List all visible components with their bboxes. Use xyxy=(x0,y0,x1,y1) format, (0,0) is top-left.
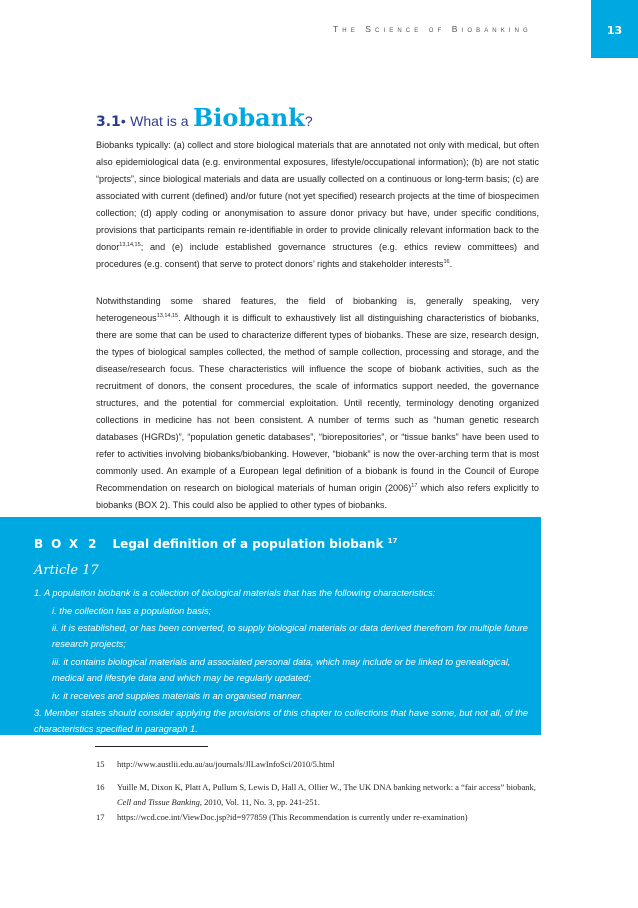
citation-superscript: 16 xyxy=(443,258,450,265)
footnote-number: 17 xyxy=(96,812,105,822)
section-heading-question-mark: ? xyxy=(304,113,313,129)
para1-text-b: ; and (e) include established governance structures (e.g. ethics review committees) and procedures (e.g. consent) that serve to protect donors’ rights and stakeholder interests xyxy=(96,242,539,269)
citation-superscript: 17 xyxy=(411,482,418,489)
paragraph-biobank-heterogeneity xyxy=(96,293,539,514)
section-heading-keyword: Biobank xyxy=(192,103,305,132)
footnote-divider xyxy=(95,746,208,747)
footnote-17 xyxy=(96,810,546,825)
citation-superscript: 13,14,15 xyxy=(119,241,141,248)
box-label: BOX xyxy=(34,537,87,551)
section-heading xyxy=(96,103,313,132)
box-article-heading: Article 17 xyxy=(34,563,99,578)
box-number: 2 xyxy=(88,537,97,551)
footnote-text: https://wcd.coe.int/ViewDoc.jsp?id=977859 (This Recommendation is currently under re-examination) xyxy=(117,812,468,822)
box-sub-item-ii: ii. it is established, or has been converted, to supply biological materials or data derived therefrom for multiple future research projects; xyxy=(52,623,528,649)
footnote-16-journal: Cell and Tissue Banking xyxy=(117,797,200,807)
citation-superscript: 13,14,15 xyxy=(156,312,179,319)
footnote-text: http://www.austlii.edu.au/au/journals/JlLawInfoSci/2010/5.html xyxy=(117,759,335,769)
page-number: 13 xyxy=(606,24,623,37)
section-number: 3.1 xyxy=(96,114,121,130)
footnote-number: 16 xyxy=(96,782,105,792)
footnote-16 xyxy=(96,780,546,810)
box-title xyxy=(34,537,397,551)
footnote-text xyxy=(117,780,542,810)
section-bullet: • xyxy=(120,113,126,129)
footnote-16-text-b: , 2010, Vol. 11, No. 3, pp. 241-251. xyxy=(199,797,320,807)
box-sub-item-iii: iii. it contains biological materials and associated personal data, which may include or be linked to genealogical, medical and lifestyle data and which may be regularly updated; xyxy=(52,657,511,683)
footnote-16-text-a: Yuille M, Dixon K, Platt A, Pullum S, Lewis D, Hall A, Ollier W., The UK DNA banking network: a “fair access” biobank, xyxy=(117,782,536,792)
box-title-text: Legal definition of a population biobank xyxy=(112,537,384,551)
box-sub-item-i: i. the collection has a population basis; xyxy=(52,606,212,616)
box-sub-item-iv: iv. it receives and supplies materials in an organised manner. xyxy=(52,691,303,701)
footnote-number: 15 xyxy=(96,759,105,769)
paragraph-biobank-characteristics xyxy=(96,137,539,273)
running-head: The Science of Biobanking xyxy=(333,24,532,34)
para2-text-a: Notwithstanding some shared features, the field of biobanking is, generally speaking, very heterogeneous xyxy=(96,296,539,323)
para2-text-c: which also refers explicitly to biobanks (BOX 2). This could also be applied to other types of biobanks. xyxy=(96,483,539,510)
page-number-tab xyxy=(591,0,638,58)
para1-text-a: Biobanks typically: (a) collect and store biological materials that are annotated not only with medical, but often also epidemiological data (e.g. environmental exposures, lifestyle/occupational information); (b) are not static “projects”, since biological materials and data are usually collected on a continuous or long-term basis; (c) are associated with current (defined) and/or future (not yet specified) research projects at the time of biospecimen collection; (d) apply coding or anonymisation to assure donor privacy but have, under specific conditions, provisions that participants remain re-identifiable in order to provide clinically relevant information back to the donor xyxy=(96,140,539,252)
para2-text-b: . Although it is difficult to exhaustively list all distinguishing characteristics of biobanks, there are some that can be used to characterize different types of biobanks. These are size, research design, the types of biological samples collected, the method of sample collection, processing and storage, and the disease/research focus. These characteristics will influence the scope of biobank activities, such as the recruitment of donors, the consent procedures, the scale of informatics support needed, the governance structures, and the potential for commercial exploitation. Until recently, terminology denoting organized collections in medicine has not been consistent. A number of terms such as “human genetic research databases (HGRDs)”, “population genetic databases”, “biorepositories”, or “tissue banks” have been used to refer to activities involving biobanks/biobanking. However, “biobank” is now the over-arching term that is most commonly used. An example of a European legal definition of a biobank is found in the Council of Europe Recommendation on research on biological materials of human origin (2006) xyxy=(96,313,539,493)
box-title-citation: 17 xyxy=(387,537,398,545)
footnote-15 xyxy=(96,757,546,772)
section-heading-lead: What is a xyxy=(130,113,189,129)
box-legal-definition xyxy=(0,517,541,735)
box-item-3: 3. Member states should consider applying the provisions of this chapter to collections that have some, but not all, of the characteristics specified in paragraph 1. xyxy=(34,708,529,734)
box-item-1: 1. A population biobank is a collection of biological materials that has the following characteristics: xyxy=(34,588,436,598)
para1-text-c: . xyxy=(449,259,453,269)
